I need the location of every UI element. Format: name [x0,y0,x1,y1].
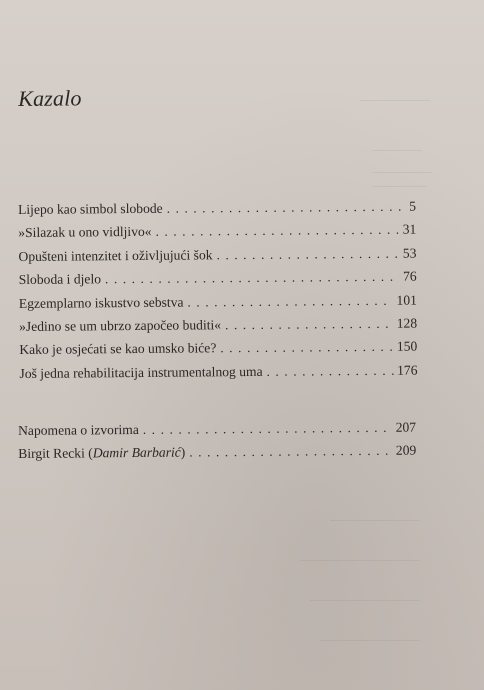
contents-entry [19,269,417,296]
show-through-text [372,172,432,173]
entry-title-start: Birgit Recki ( [18,445,93,462]
contents-entry [18,222,416,249]
dot-leader [267,362,394,379]
contents-entry [18,199,416,226]
entry-title: Lijepo kao simbol slobode [18,200,163,217]
entry-page-number: 207 [395,419,417,435]
show-through-text [372,186,427,187]
translator-name: Damir Barbarić [92,444,181,461]
entry-title: Još jedna rehabilitacija instrumentalnog uma [19,363,263,381]
entry-page-number: 101 [396,292,417,308]
dot-leader [143,420,392,438]
contents-entry [18,420,416,447]
dot-leader [189,443,392,461]
dot-leader [155,222,398,240]
entry-page-number: 150 [396,338,418,355]
contents-entry [19,362,417,389]
entry-title: Sloboda i djelo [18,271,102,288]
show-through-text [330,520,420,521]
entry-title: Egzemplarno iskustvo sebstva [18,294,184,311]
entry-title: »Jedino se um ubrzo započeo buditi« [19,317,222,334]
contents-entry [18,443,416,470]
entry-page-number: 31 [402,221,417,238]
contents-entry [19,292,417,319]
dot-leader [167,199,403,217]
show-through-text [372,150,422,151]
contents-entry [18,245,416,272]
dot-leader [225,316,393,333]
entry-page-number: 209 [395,442,417,459]
dot-leader [216,245,398,263]
dot-leader [187,292,392,310]
entry-title [18,445,185,462]
dot-leader [220,339,393,357]
contents-list [18,199,418,390]
entry-title: Kako je osjećati se kao umsko biće? [19,340,217,358]
entry-page-number: 53 [402,245,417,261]
contents-entry [19,339,417,366]
entry-title-end: ) [180,444,186,460]
entry-page-number: 5 [409,198,417,214]
entry-page-number: 128 [396,315,418,331]
show-through-text [320,640,420,641]
show-through-text [300,560,420,561]
contents-heading: Kazalo [18,85,82,111]
entry-title: Opušteni intenzitet i oživljujući šok [18,247,213,264]
dot-leader [105,269,399,288]
show-through-text [310,600,420,601]
contents-entry [19,315,417,342]
entry-page-number: 76 [403,268,417,284]
show-through-text [360,100,430,101]
entry-title: Napomena o izvorima [18,421,139,438]
entry-title: »Silazak u ono vidljivo« [18,224,152,241]
entry-page-number: 176 [397,362,418,378]
appendix-list [18,420,416,470]
